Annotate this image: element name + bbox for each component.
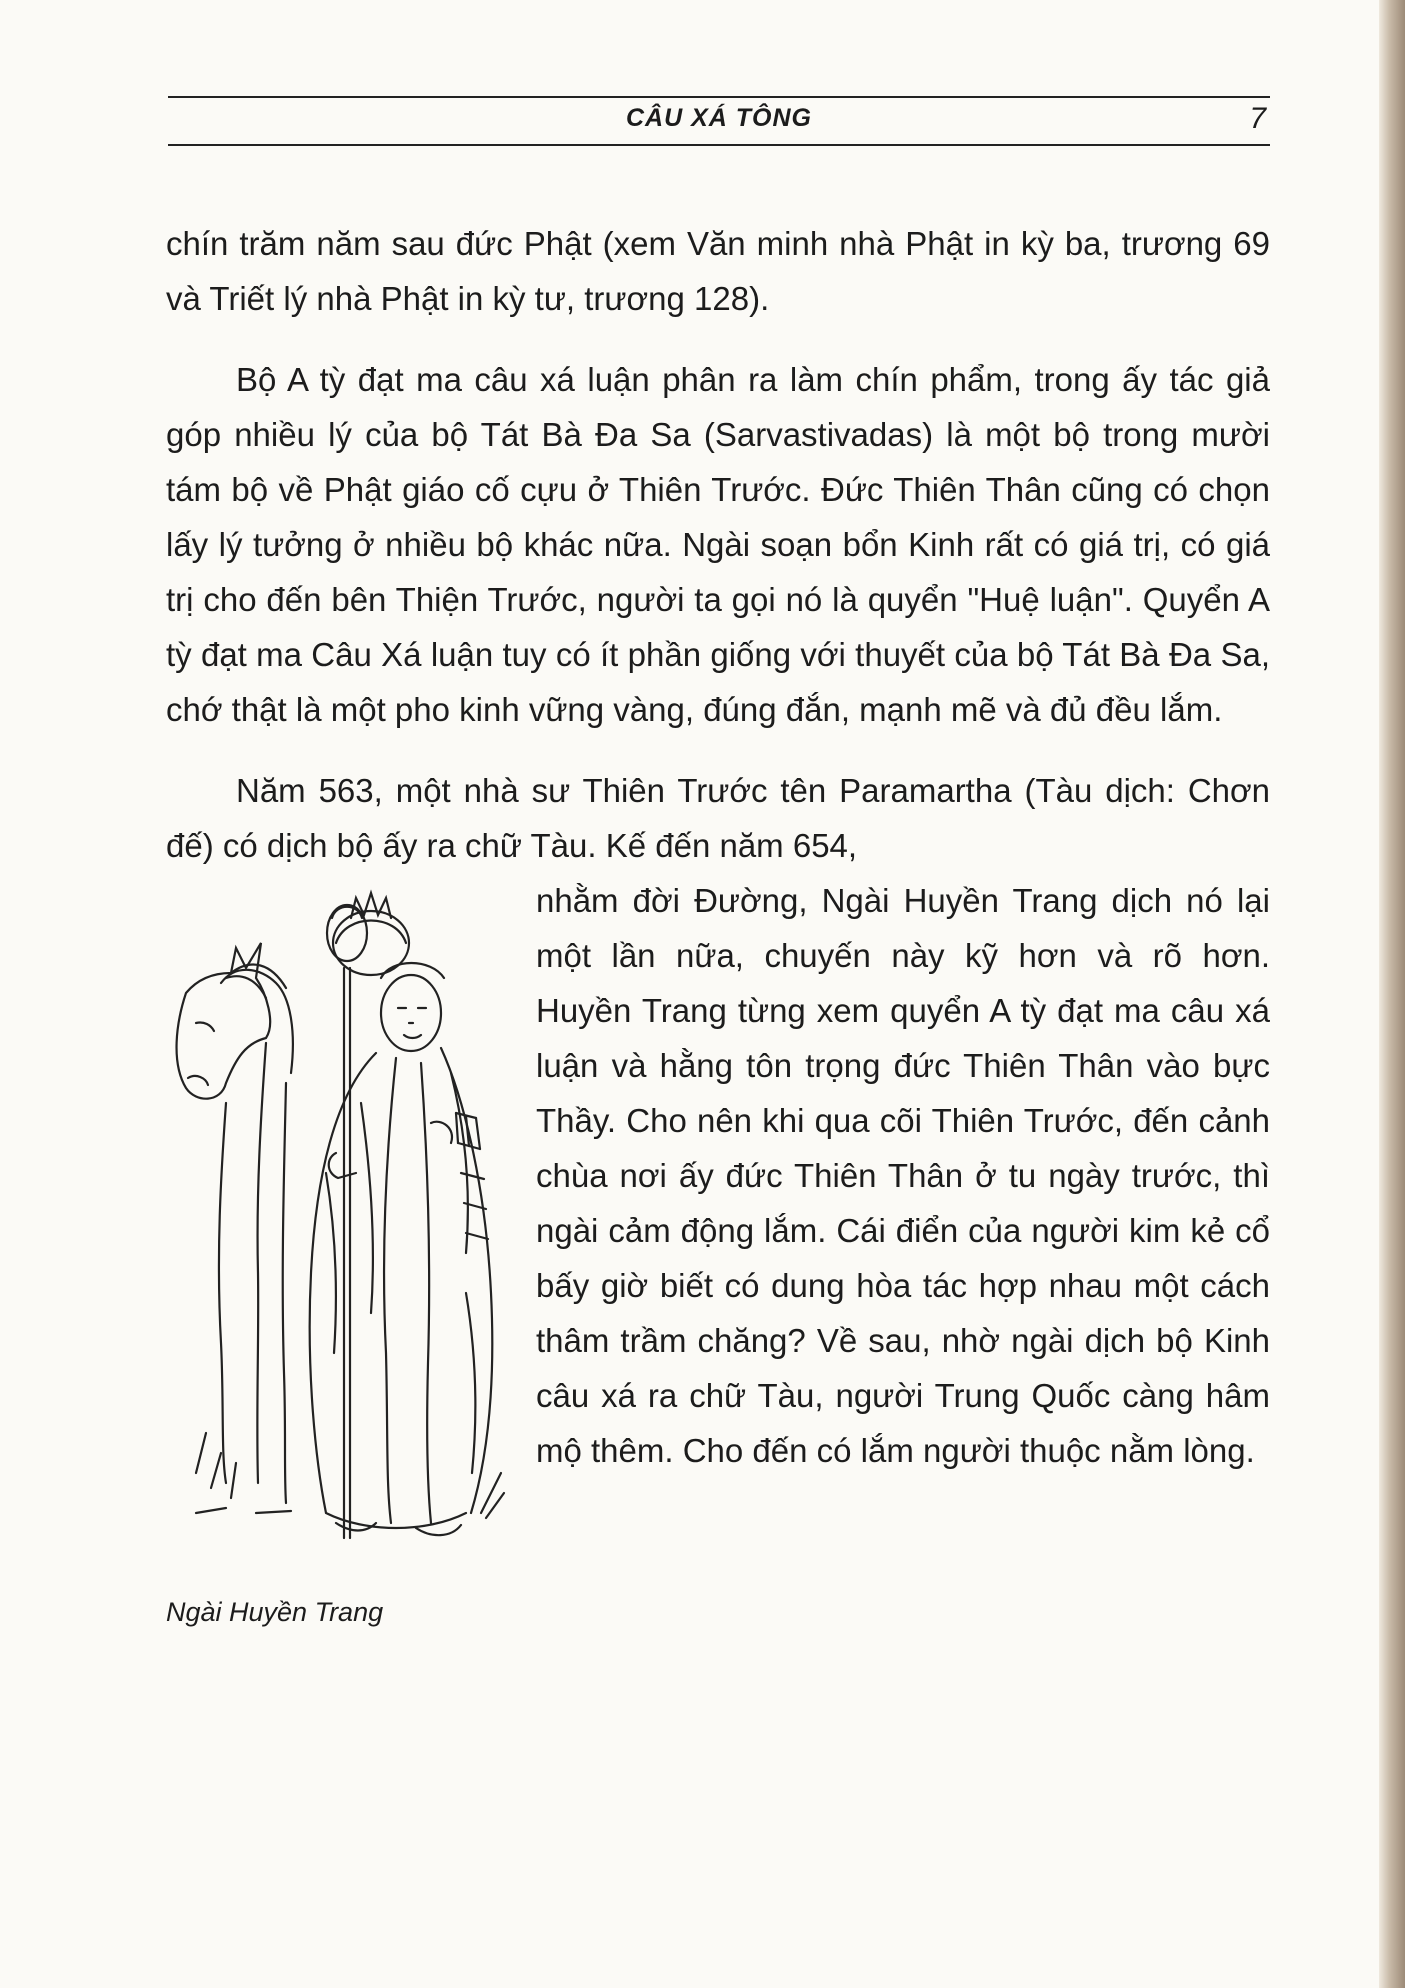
paragraph-3: Năm 563, một nhà sư Thiên Trước tên Paramartha (Tàu dịch: Chơn đế) có dịch bộ ấy ra chữ Tàu. Kế đến năm 654, bbox=[166, 772, 1270, 864]
body-text bbox=[166, 216, 1270, 1633]
monk-and-horse-illustration bbox=[166, 873, 506, 1573]
header-title: CÂU XÁ TÔNG bbox=[626, 104, 812, 132]
paragraph-1: chín trăm năm sau đức Phật (xem Văn minh nhà Phật in kỳ ba, trương 69 và Triết lý nhà Phật in kỳ tư, trương 128). bbox=[166, 225, 1270, 317]
page-edge bbox=[1379, 0, 1405, 1988]
paragraph-4: nhằm đời Đường, Ngài Huyền Trang dịch nó lại một lần nữa, chuyến này kỹ hơn và rõ hơn. Huyền Trang từng xem quyển A tỳ đạt ma câu xá luận và hằng tôn trọng đức Thiên Thân vào bực Thầy. Cho nên khi qua cõi Thiên Trước, đến cảnh chùa nơi ấy đức Thiên Thân ở tu ngày trước, thì ngài cảm động lắm. Cái điển của người kim kẻ cổ bấy giờ biết có dung hòa tác hợp nhau một cách thâm trầm chăng? Về sau, nhờ ngài dịch bộ Kinh câu xá ra chữ Tàu, người Trung Quốc càng hâm mộ thêm. Cho đến có lắm người thuộc nằm lòng. bbox=[536, 882, 1270, 1469]
figure-caption: Ngài Huyền Trang bbox=[166, 1597, 384, 1627]
illustration-figure bbox=[166, 873, 506, 1633]
running-header bbox=[168, 96, 1270, 146]
page-number: 7 bbox=[1249, 102, 1266, 135]
paragraph-2: Bộ A tỳ đạt ma câu xá luận phân ra làm chín phẩm, trong ấy tác giả góp nhiều lý của bộ Tát Bà Đa Sa (Sarvastivadas) là một bộ trong mười tám bộ về Phật giáo cố cựu ở Thiên Trước. Đức Thiên Thân cũng có chọn lấy lý tưởng ở nhiều bộ khác nữa. Ngài soạn bổn Kinh rất có giá trị, có giá trị cho đến bên Thiện Trước, người ta gọi nó là quyển "Huệ luận". Quyển A tỳ đạt ma Câu Xá luận tuy có ít phần giống với thuyết của bộ Tát Bà Đa Sa, chớ thật là một pho kinh vững vàng, đúng đắn, mạnh mẽ và đủ đều lắm. bbox=[166, 361, 1270, 728]
